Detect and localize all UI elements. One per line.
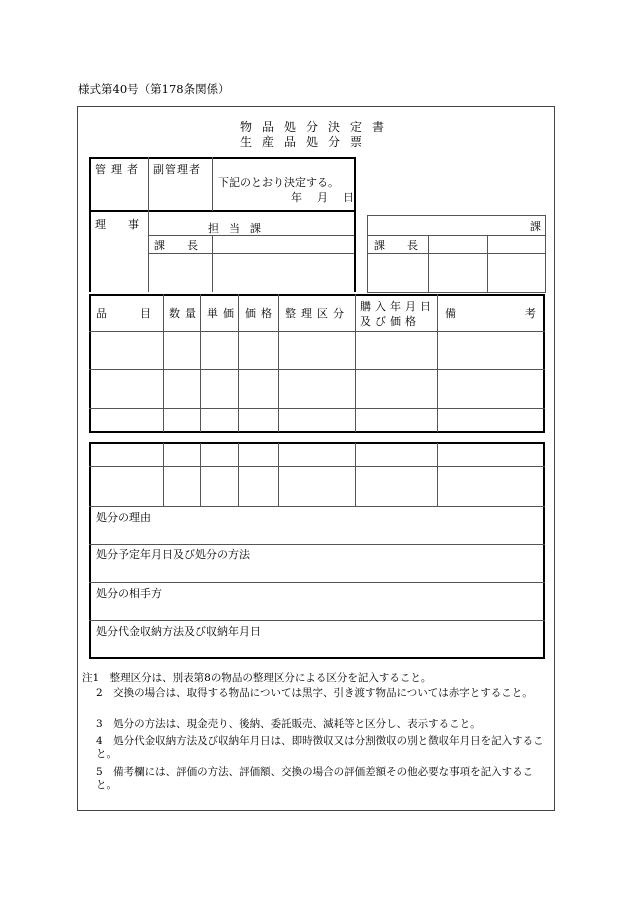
header-price: 価格 [245, 307, 277, 320]
decision-text: 下記のとおり決定する。 [218, 176, 339, 189]
note-4: 4 処分代金収納方法及び収納年月日は、即時徴収又は分割徴収の別と徴収年月日を記入すること。 [96, 735, 544, 760]
field-payment: 処分代金収納方法及び収納年月日 [96, 625, 261, 638]
note-3: 3 処分の方法は、現金売り、後納、委託販売、滅耗等と区分し、表示すること。 [96, 718, 481, 730]
note-1: 注1 整理区分は、別表第8の物品の整理区分による区分を記入すること。 [82, 672, 432, 684]
header-and-price: 及び価格 [360, 315, 420, 328]
in-charge-label: 担当課 [208, 222, 271, 235]
note-5: 5 備考欄には、評価の方法、評価額、交換の場合の評価差額その他必要な事項を記入すること。 [96, 766, 534, 791]
chief-label-right: 課 長 [374, 239, 418, 252]
header-category: 整理区分 [285, 307, 349, 320]
header-purchase-date: 購入年月日 [360, 300, 435, 313]
director-label: 理 事 [95, 218, 139, 231]
header-unit-price: 単価 [207, 307, 239, 320]
title-line1: 物品処分決定書 [240, 120, 395, 134]
decision-date: 年 月 日 [291, 191, 356, 204]
header-item: 品 目 [96, 307, 151, 320]
field-reason: 処分の理由 [96, 511, 151, 524]
manager-label: 管理者 [95, 163, 143, 176]
field-plan: 処分予定年月日及び処分の方法 [96, 548, 250, 561]
field-counterparty: 処分の相手方 [96, 587, 162, 600]
section-label-right: 課 [530, 220, 541, 233]
header-remarks: 備 考 [445, 307, 541, 320]
header-quantity: 数量 [169, 307, 201, 320]
title-line2: 生産品処分票 [240, 135, 373, 149]
form-number: 様式第40号（第178条関係） [78, 82, 230, 96]
vice-manager-label: 副管理者 [153, 163, 201, 176]
note-2: 2 交換の場合は、取得する物品については黒字、引き渡す物品については赤字とすること。 [96, 687, 533, 699]
chief-label-left: 課 長 [154, 239, 198, 252]
